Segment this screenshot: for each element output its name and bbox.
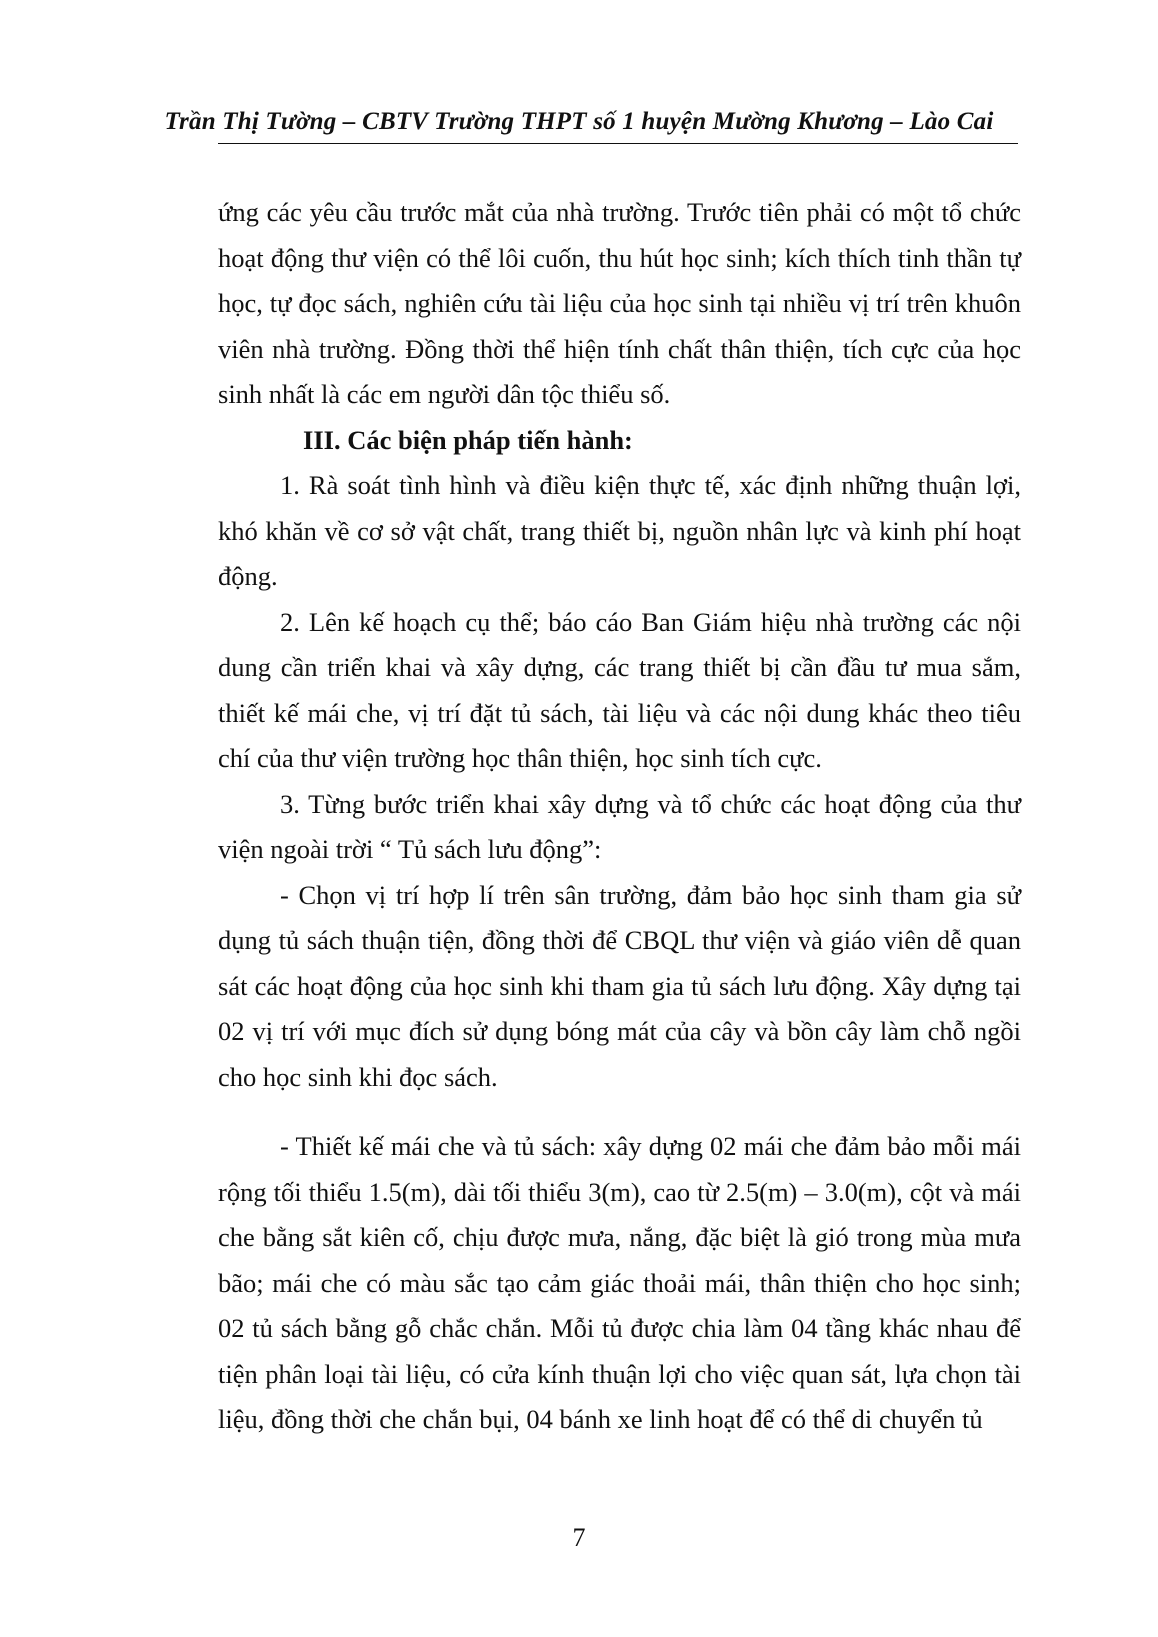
- paragraph-step-1: 1. Rà soát tình hình và điều kiện thực tế, xác định những thuận lợi, khó khăn về cơ sở vật chất, trang thiết bị, nguồn nhân lực và kinh phí hoạt động.: [218, 470, 1021, 591]
- paragraph-step-2: 2. Lên kế hoạch cụ thể; báo cáo Ban Giám hiệu nhà trường các nội dung cần triển khai và xây dựng, các trang thiết bị cần đầu tư mua sắm, thiết kế mái che, vị trí đặt tủ sách, tài liệu và các nội dung khác theo tiêu chí của thư viện trường học thân thiện, học sinh tích cực.: [218, 606, 1021, 773]
- paragraph-intro: ứng các yêu cầu trước mắt của nhà trường. Trước tiên phải có một tổ chức hoạt động thư viện có thể lôi cuốn, thu hút học sinh; kích thích tinh thần tự học, tự đọc sách, nghiên cứu tài liệu của học sinh tại nhiều vị trí trên khuôn viên nhà trường. Đồng thời thể hiện tính chất thân thiện, tích cực của học sinh nhất là các em người dân tộc thiểu số.: [218, 197, 1021, 409]
- paragraph-location: - Chọn vị trí hợp lí trên sân trường, đảm bảo học sinh tham gia sử dụng tủ sách thuận tiện, đồng thời để CBQL thư viện và giáo viên dễ quan sát các hoạt động của học sinh khi tham gia tủ sách lưu động. Xây dựng tại 02 vị trí với mục đích sử dụng bóng mát của cây và bồn cây làm chỗ ngồi cho học sinh khi đọc sách.: [218, 879, 1021, 1092]
- header-divider: [218, 143, 1018, 144]
- paragraph-design: - Thiết kế mái che và tủ sách: xây dựng 02 mái che đảm bảo mỗi mái rộng tối thiểu 1.5(m), dài tối thiểu 3(m), cao từ 2.5(m) – 3.0(m), cột và mái che bằng sắt kiên cố, chịu được mưa, nắng, đặc biệt là gió trong mùa mưa bão; mái che có màu sắc tạo cảm giác thoải mái, thân thiện cho học sinh; 02 tủ sách bằng gỗ chắc chắn. Mỗi tủ được chia làm 04 tầng khác nhau để tiện phân loại tài liệu, có cửa kính thuận lợi cho việc quan sát, lựa chọn tài liệu, đồng thời che chắn bụi, 04 bánh xe linh hoạt để có thể di chuyển tủ: [218, 1131, 1021, 1434]
- section-heading: III. Các biện pháp tiến hành:: [303, 424, 633, 455]
- page-number: 7: [572, 1523, 586, 1552]
- document-body: [218, 190, 1021, 1443]
- paragraph-step-3: 3. Từng bước triển khai xây dựng và tổ chức các hoạt động của thư viện ngoài trời “ Tủ sách lưu động”:: [218, 788, 1021, 864]
- page-header: Trần Thị Tường – CBTV Trường THPT số 1 huyện Mường Khương – Lào Cai: [164, 108, 994, 135]
- paragraph-gap: [218, 1100, 1021, 1124]
